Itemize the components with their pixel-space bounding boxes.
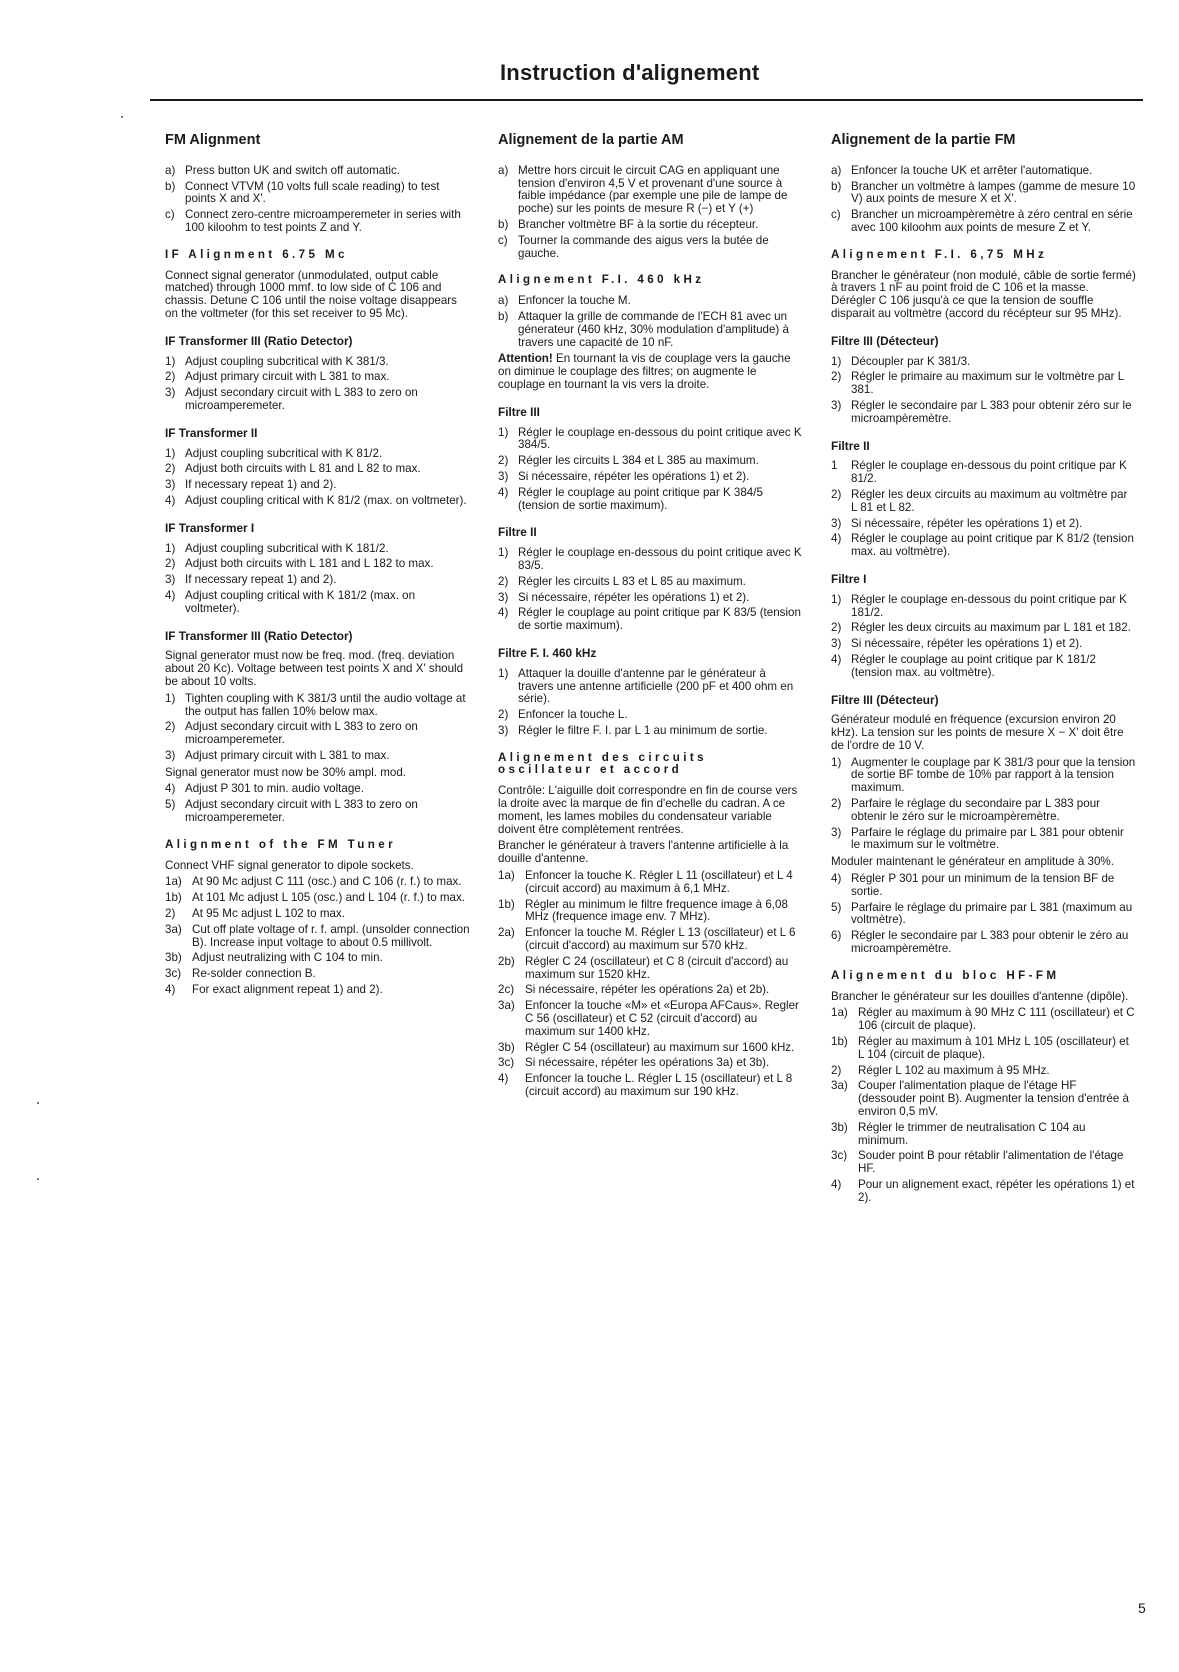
step-label: 1a) [831,1006,848,1020]
step-text: Adjust primary circuit with L 381 to max. [185,748,390,762]
list-item [498,547,803,573]
step-label: 4) [498,1072,509,1086]
list-item [498,165,803,216]
list-item [498,295,803,308]
step-label: a) [165,163,176,177]
step-text: Régler au minimum le filtre frequence image à 6,08 MHz (frequence image env. 7 MHz). [525,897,788,924]
step-label: c) [165,208,175,222]
step-label: c) [498,233,508,247]
step-label: 1) [831,354,842,368]
step-text: Régler le primaire au maximum sur le voltmètre par L 381. [851,370,1124,397]
step-label: b) [165,179,176,193]
step-text: Régler au maximum à 90 MHz C 111 (oscillateur) et C 106 (circuit de plaque). [858,1006,1135,1033]
step-text: Augmenter le couplage par K 381/3 pour que la tension de sortie BF tombe de 10% par rapport à la tension maximum. [851,755,1136,795]
step-label: 3) [498,469,509,483]
list-item [831,460,1136,486]
step-list [498,295,803,349]
list-item [831,209,1136,235]
step-label: 1) [831,755,842,769]
step-text: If necessary repeat 1) and 2). [185,573,337,587]
step-text: Si nécessaire, répéter les opérations 2a) et 2b). [525,983,770,997]
list-item [498,487,803,513]
step-text: Régler le filtre F. I. par L 1 au minimum de sortie. [518,723,768,737]
attention-paragraph [498,353,803,391]
list-item [498,471,803,484]
list-item [498,455,803,468]
list-item [831,902,1136,928]
page-title: Instruction d'alignement [500,60,760,85]
step-label: a) [498,294,509,308]
step-text: Si nécessaire, répéter les opérations 3a) et 3b). [525,1056,770,1070]
list-item [498,1000,803,1038]
subsection-heading: Filtre III [498,404,540,419]
list-item [165,463,470,476]
step-label: 5) [831,900,842,914]
step-label: 3a) [831,1079,848,1093]
list-item [831,1007,1136,1033]
subsection-heading: IF Transformer I [165,520,255,535]
step-text: Régler le secondaire par L 383 pour obtenir le zéro au microampèremètre. [851,929,1129,956]
step-label: 4) [831,1178,842,1191]
step-list [165,356,470,413]
list-item [831,757,1136,795]
list-item [831,654,1136,680]
step-text: Enfoncer la touche K. Régler L 11 (oscillateur) et L 4 (circuit accord) au maximum à 6,1 MHz. [525,869,793,895]
list-item [498,899,803,925]
list-item [831,181,1136,207]
step-list [498,668,803,738]
step-label: 1a) [498,869,515,883]
step-text: At 90 Mc adjust C 111 (osc.) and C 106 (r. f.) to max. [192,875,462,889]
subsection-heading: Filtre III (Détecteur) [831,333,939,348]
step-label: 4) [165,493,176,507]
step-list [165,448,470,508]
step-text: Connect zero-centre microamperemeter in series with 100 kiloohm to test points Z and Y. [185,208,461,234]
step-label: 4) [165,782,176,796]
step-label: 1b) [498,897,515,911]
paragraph: Signal generator must now be freq. mod. (freq. deviation about 20 Kc). Voltage between test points X and X' should be about 10 volts. [165,649,464,688]
list-item [165,984,470,997]
list-item [498,1057,803,1070]
list-item [165,209,470,235]
list-item [165,574,470,587]
step-text: Mettre hors circuit le circuit CAG en appliquant une tension d'environ 4,5 V et provenant d'une source à faible impédance (par exemple une pile de lampe de poche) sur les points de mesure R (−) et Y (+) [518,163,788,216]
step-list [831,1007,1136,1204]
step-text: Régler C 24 (oscillateur) et C 8 (circuit d'accord) au maximum sur 1520 kHz. [525,954,789,981]
list-item [498,235,803,261]
step-label: 1 [831,459,838,473]
subsection-heading: IF Transformer III (Ratio Detector) [165,628,353,643]
list-item [498,427,803,453]
step-text: Re-solder connection B. [192,967,316,981]
step-label: 1a) [165,875,182,889]
list-item [831,827,1136,853]
list-item [831,518,1136,531]
step-label: 2) [498,708,509,722]
step-label: 3c) [165,967,182,981]
step-label: 1) [498,546,509,560]
step-text: Tighten coupling with K 381/3 until the audio voltage at the output has fallen 10% below max. [185,691,466,718]
list-item [165,892,470,905]
header-rule [150,99,1143,101]
list-item [831,356,1136,369]
list-item [831,798,1136,824]
list-item [498,956,803,982]
step-label: 1) [165,691,176,705]
list-item [165,181,470,207]
step-label: 1b) [831,1035,848,1049]
step-text: Régler le trimmer de neutralisation C 104 au minimum. [858,1120,1086,1147]
step-list [165,165,470,235]
step-label: 4) [831,532,842,546]
step-label: 4) [165,983,176,997]
list-item [165,387,470,413]
step-label: 3) [165,478,176,492]
paragraph: Connect signal generator (unmodulated, output cable matched) through 1000 mmf. to low side of C 106 and chassis. Detune C 106 until the noise voltage disappears on the voltmeter (for this set receiver to 95 Mc). [165,268,457,320]
list-item [831,400,1136,426]
list-item [165,924,470,950]
step-label: 2) [165,370,176,384]
step-text: Régler les deux circuits au maximum au voltmètre par L 81 et L 82. [851,487,1128,514]
list-item [831,1036,1136,1062]
section-heading: Alignement de la partie AM [498,132,684,148]
step-label: 3) [498,590,509,604]
step-label: 2) [498,454,509,468]
step-list [498,547,803,633]
step-label: b) [498,217,509,231]
subsection-heading: Filtre F. I. 460 kHz [498,645,597,660]
subsection-heading: Alignment of the FM Tuner [165,837,396,851]
step-label: a) [831,163,842,177]
list-item [165,165,470,178]
step-label: 3c) [831,1149,848,1163]
subsection-heading: Filtre III (Détecteur) [831,692,939,707]
step-label: 2) [165,720,176,734]
step-text: Régler le couplage au point critique par K 181/2 (tension max. au voltmètre). [851,652,1096,679]
step-list [498,427,803,513]
step-text: Souder point B pour rétablir l'alimentation de l'étage HF. [858,1149,1124,1176]
step-label: 3) [831,825,842,839]
list-item [165,783,470,796]
step-text: Couper l'alimentation plaque de l'étage HF (dessouder point B). Augmenter la tension d'entrée à environ 0,5 mV. [858,1079,1129,1119]
step-text: Régler le secondaire par L 383 pour obtenir zéro sur le microampèremètre. [851,398,1132,425]
step-label: b) [831,179,842,193]
paragraph: Brancher le générateur sur les douilles d'antenne (dipôle). [831,989,1129,1003]
step-label: 2) [831,797,842,811]
step-text: At 101 Mc adjust L 105 (osc.) and L 104 (r. f.) to max. [192,891,466,905]
step-label: b) [498,309,509,323]
step-text: Enfoncer la touche «M» et «Europa AFCaus». Regler C 56 (oscillateur) et C 52 (circuit d'accord) au maximum sur 1400 kHz. [525,999,799,1038]
list-item [498,984,803,997]
step-list [831,460,1136,559]
list-item [498,219,803,232]
step-label: 2) [831,1063,842,1077]
step-label: 3) [165,386,176,400]
step-text: Régler le couplage en-dessous du point critique par K 181/2. [851,592,1127,619]
step-text: Tourner la commande des aigus vers la butée de gauche. [518,233,769,260]
step-text: Régler C 54 (oscillateur) au maximum sur 1600 kHz. [525,1040,795,1054]
list-item [498,592,803,605]
step-label: 3b) [165,951,182,965]
step-text: Adjust coupling subcritical with K 81/2. [185,446,383,460]
list-item [498,870,803,896]
paragraph: Signal generator must now be 30% ampl. mod. [165,765,407,779]
step-text: Press button UK and switch off automatic. [185,163,401,177]
step-text: Parfaire le réglage du secondaire par L 383 pour obtenir le zéro sur le microampèremètre. [851,797,1100,823]
step-label: 2) [831,621,842,635]
step-list [498,165,803,261]
list-item [498,927,803,953]
step-text: Enfoncer la touche UK et arrêter l'automatique. [851,163,1093,177]
step-label: 2) [165,907,176,921]
step-label: 1) [165,446,176,460]
list-item [165,495,470,508]
list-item [498,725,803,738]
step-label: 6) [831,929,842,943]
list-item [165,479,470,492]
step-label: 3) [498,723,509,737]
paragraph: Brancher le générateur à travers l'antenne artificielle à la douille d'antenne. [498,839,789,866]
step-list [831,356,1136,426]
step-text: Attaquer la douille d'antenne par le générateur à travers une antenne artificielle (200 pF et 400 ohm en série). [518,666,794,706]
step-text: Régler au maximum à 101 MHz L 105 (oscillateur) et L 104 (circuit de plaque). [858,1035,1129,1061]
margin-mark [121,116,123,118]
step-text: Brancher un voltmètre à lampes (gamme de mesure 10 V) aux points de mesure X et X'. [851,179,1136,206]
step-text: Adjust P 301 to min. audio voltage. [185,782,364,796]
step-text: Brancher voltmètre BF à la sortie du récepteur. [518,217,759,231]
list-item [498,1042,803,1055]
step-label: 4) [831,872,842,886]
list-item [831,1065,1136,1078]
step-label: 2c) [498,983,515,997]
step-text: Régler le couplage en-dessous du point critique par K 81/2. [851,459,1127,486]
step-list [831,165,1136,235]
attention-label: Attention! [498,352,553,366]
step-label: 3) [831,398,842,412]
list-item [831,873,1136,899]
step-label: 2) [831,487,842,501]
step-text: Régler le couplage en-dessous du point critique avec K 83/5. [518,546,802,572]
subsection-heading: IF Transformer III (Ratio Detector) [165,333,353,348]
step-label: 1) [498,666,509,680]
list-item [165,590,470,616]
list-item [498,576,803,589]
step-label: 1) [831,592,842,606]
step-label: 1) [498,425,509,439]
step-label: 3a) [165,922,182,936]
paragraph: Contrôle: L'aiguille doit correspondre en fin de course vers la droite avec la marque de fin d'echelle du cadran. A ce moment, les lames mobiles du condensateur variable doivent être complètement rentrées. [498,784,798,836]
step-text: Adjust coupling subcritical with K 381/3. [185,354,389,368]
step-text: Découpler par K 381/3. [851,354,971,368]
step-label: 2b) [498,954,515,968]
list-item [831,371,1136,397]
list-item [831,1179,1136,1205]
step-text: Régler L 102 au maximum à 95 MHz. [858,1063,1050,1077]
step-label: 3b) [498,1040,515,1054]
step-label: 2) [165,462,176,476]
list-item [831,1150,1136,1176]
paragraph: Brancher le générateur (non modulé, câble de sortie fermé) à travers 1 nF au point froid de C 106 et la masse. Dérégler C 106 jusqu'à ce que la tension de souffle disparait au voltmètre (accord du récépteur sur 95 MHz). [831,268,1136,320]
list-item [165,721,470,747]
step-text: Régler les circuits L 83 et L 85 au maximum. [518,574,746,588]
step-label: 2) [498,574,509,588]
step-text: Régler les circuits L 384 et L 385 au maximum. [518,454,759,468]
page-number: 5 [1138,1600,1146,1616]
step-label: 3) [831,637,842,651]
step-text: Adjust secondary circuit with L 383 to zero on microamperemeter. [185,386,418,412]
list-item [165,968,470,981]
column-am-alignment-fr [498,134,803,1103]
step-text: For exact alignment repeat 1) and 2). [192,983,383,997]
step-label: 3) [165,573,176,587]
step-text: Attaquer la grille de commande de l'ECH 81 avec un génerateur (460 kHz, 30% modulation d'amplitude) à travers une capacité de 10 nF. [518,309,789,349]
list-item [831,165,1136,178]
step-list [831,873,1136,956]
step-list [831,594,1136,680]
attention-text: En tournant la vis de couplage vers la gauche on diminue le couplage des filtres; on augmente le couplage en tournant la vis vers la droite. [498,352,791,391]
subsection-heading: Alignement F.I. 6,75 MHz [831,247,1048,261]
step-list [165,693,470,763]
step-label: 2) [165,557,176,571]
list-item [165,799,470,825]
subsection-heading: Filtre II [498,525,537,540]
step-text: Parfaire le réglage du primaire par L 381 pour obtenir le maximum sur le voltmètre. [851,825,1124,852]
step-label: c) [831,208,841,222]
list-item [498,607,803,633]
step-label: 3) [831,516,842,530]
subsection-heading: Alignement des circuits oscillateur et accord [498,750,707,777]
step-text: Adjust secondary circuit with L 383 to zero on microamperemeter. [185,798,418,825]
step-list [165,876,470,996]
step-text: Enfoncer la touche L. [518,708,628,722]
margin-mark [37,1102,39,1104]
step-text: Régler le couplage au point critique par K 384/5 (tension de sortie maximum). [518,485,763,512]
step-text: Régler les deux circuits au maximum par L 181 et 182. [851,621,1131,635]
step-label: 2) [831,370,842,384]
step-text: Adjust coupling critical with K 81/2 (max. on voltmeter). [185,493,467,507]
step-text: If necessary repeat 1) and 2). [185,478,337,492]
list-item [831,594,1136,620]
step-text: Pour un alignement exact, répéter les opérations 1) et 2). [858,1178,1135,1204]
step-text: Régler le couplage au point critique par K 83/5 (tension de sortie maximum). [518,606,801,633]
step-list [165,543,470,616]
step-label: 4) [165,588,176,602]
step-text: Régler le couplage en-dessous du point critique avec K 384/5. [518,425,802,452]
step-text: Cut off plate voltage of r. f. ampl. (unsolder connection B). Increase input voltage to about 0.5 millivolt. [192,922,470,949]
list-item [165,876,470,889]
step-label: 3a) [498,999,515,1013]
step-text: Si nécessaire, répéter les opérations 1) et 2). [518,590,750,604]
list-item [165,693,470,719]
subsection-heading: Filtre I [831,571,867,586]
step-label: 5) [165,798,176,812]
list-item [165,908,470,921]
list-item [831,1122,1136,1148]
step-label: 4) [498,606,509,620]
list-item [831,930,1136,956]
list-item [831,1080,1136,1118]
step-text: Si nécessaire, répéter les opérations 1) et 2). [851,637,1083,651]
step-label: 1) [165,354,176,368]
list-item [165,558,470,571]
list-item [831,622,1136,635]
step-text: Adjust coupling critical with K 181/2 (max. on voltmeter). [185,588,416,615]
list-item [165,952,470,965]
list-item [831,638,1136,651]
margin-mark [37,1178,39,1180]
step-text: Enfoncer la touche M. [518,294,631,308]
step-text: Si nécessaire, répéter les opérations 1) et 2). [851,516,1083,530]
step-text: Adjust coupling subcritical with K 181/2. [185,541,389,555]
step-text: Régler le couplage au point critique par K 81/2 (tension max. au voltmètre). [851,532,1134,559]
step-text: Régler P 301 pour un minimum de la tension BF de sortie. [851,872,1115,898]
step-list [165,783,470,824]
step-text: Connect VTVM (10 volts full scale reading) to test points X and X'. [185,179,440,206]
list-item [165,448,470,461]
step-text: Adjust secondary circuit with L 383 to zero on microamperemeter. [185,720,418,747]
subsection-heading: Filtre II [831,438,870,453]
step-label: 4) [831,652,842,666]
step-label: 3b) [831,1120,848,1134]
step-text: Adjust both circuits with L 81 and L 82 to max. [185,462,421,476]
step-label: 2a) [498,926,515,940]
step-text: At 95 Mc adjust L 102 to max. [192,907,345,921]
step-label: 1b) [165,891,182,905]
list-item [165,356,470,369]
subsection-heading: IF Transformer II [165,425,258,440]
section-heading: Alignement de la partie FM [831,132,1016,148]
list-item [498,668,803,706]
step-label: 3c) [498,1056,515,1070]
list-item [165,543,470,556]
list-item [165,750,470,763]
column-fm-alignment-en [165,134,470,1001]
step-text: Enfoncer la touche L. Régler L 15 (oscillateur) et L 8 (circuit accord) au maximum sur 190 kHz. [525,1072,793,1099]
column-fm-alignment-fr [831,134,1136,1209]
step-text: Adjust both circuits with L 181 and L 182 to max. [185,557,434,571]
step-list [498,870,803,1099]
step-label: 3) [165,748,176,762]
paragraph: Moduler maintenant le générateur en amplitude à 30%. [831,855,1114,869]
step-label: a) [498,163,509,177]
step-label: 4) [498,485,509,499]
list-item [498,311,803,349]
paragraph: Générateur modulé en fréquence (excursion environ 20 kHz). La tension sur les points de mesure X − X' doit être de l'ordre de 10 V. [831,713,1124,752]
step-text: Parfaire le réglage du primaire par L 381 (maximum au voltmètre). [851,900,1133,927]
list-item [498,709,803,722]
step-list [831,757,1136,853]
step-text: Si nécessaire, répéter les opérations 1) et 2). [518,469,750,483]
step-text: Brancher un microampèremètre à zéro central en série avec 100 kiloohm aux points de mesure Z et Y. [851,208,1133,234]
list-item [165,371,470,384]
step-text: Adjust primary circuit with L 381 to max. [185,370,390,384]
list-item [498,1073,803,1099]
step-label: 1) [165,541,176,555]
list-item [831,533,1136,559]
list-item [831,489,1136,515]
subsection-heading: IF Alignment 6.75 Mc [165,247,348,261]
step-text: Adjust neutralizing with C 104 to min. [192,951,383,965]
subsection-heading: Alignement du bloc HF-FM [831,968,1060,982]
paragraph: Connect VHF signal generator to dipole sockets. [165,858,414,872]
step-text: Enfoncer la touche M. Régler L 13 (oscillateur) et L 6 (circuit d'accord) au maximum sur 570 kHz. [525,926,796,953]
subsection-heading: Alignement F.I. 460 kHz [498,273,705,287]
section-heading: FM Alignment [165,132,261,148]
